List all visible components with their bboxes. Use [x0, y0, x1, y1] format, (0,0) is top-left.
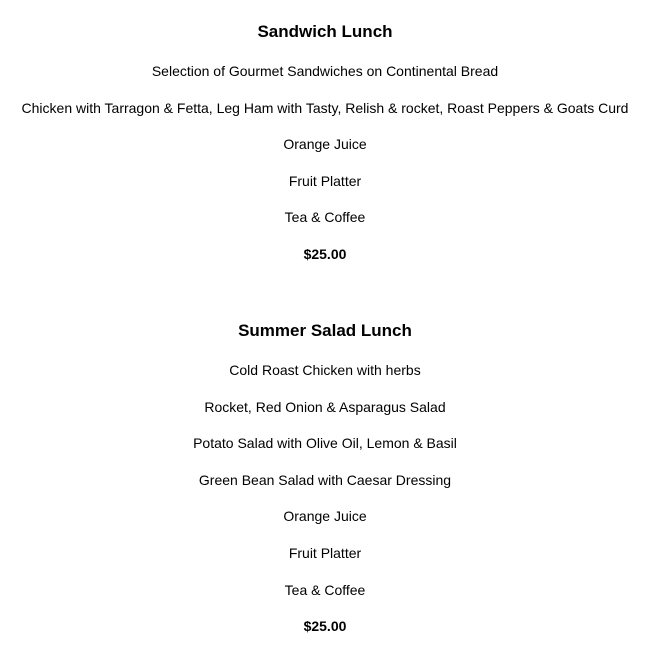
price: $25.00 — [303, 618, 347, 635]
menu-item: Selection of Gourmet Sandwiches on Continental Bread — [151, 63, 499, 79]
section-title: Summer Salad Lunch — [238, 321, 412, 340]
menu-item: Fruit Platter — [288, 544, 362, 561]
menu-section-summer-salad-lunch — [0, 320, 650, 635]
price: $25.00 — [303, 245, 347, 262]
menu-item: Green Bean Salad with Caesar Dressing — [198, 471, 452, 488]
menu-item: Orange Juice — [283, 508, 367, 525]
menu-section-sandwich-lunch — [0, 21, 650, 263]
menu-item: Fruit Platter — [288, 172, 362, 189]
menu-item: Orange Juice — [283, 136, 367, 153]
menu-item: Chicken with Tarragon & Fetta, Leg Ham with Tasty, Relish & rocket, Roast Peppers & Goats Curd — [21, 99, 629, 116]
menu-item: Tea & Coffee — [284, 209, 366, 226]
menu-item: Cold Roast Chicken with herbs — [229, 362, 421, 378]
menu-item: Potato Salad with Olive Oil, Lemon & Basil — [193, 435, 457, 452]
section-title: Sandwich Lunch — [257, 22, 393, 41]
menu-item: Rocket, Red Onion & Asparagus Salad — [204, 398, 446, 415]
menu-item: Tea & Coffee — [284, 581, 366, 598]
